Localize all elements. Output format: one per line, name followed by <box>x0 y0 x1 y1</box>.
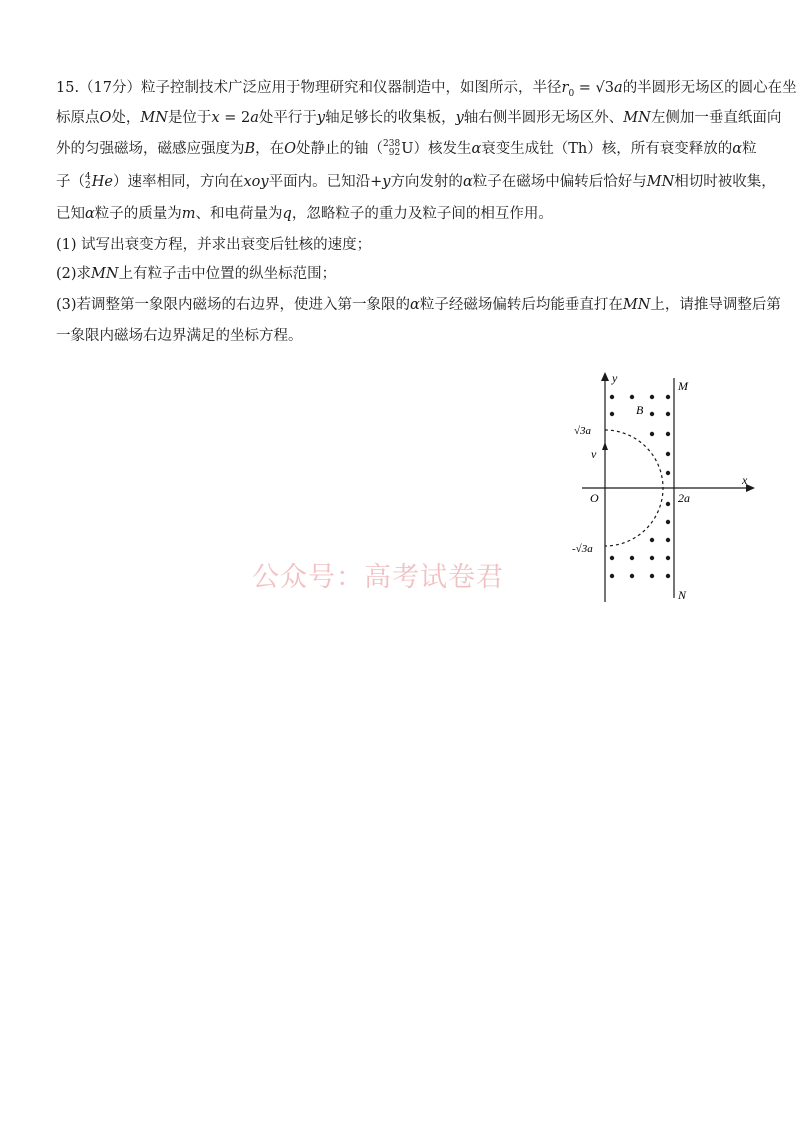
element-symbol: U <box>401 141 414 157</box>
alpha-symbol: α <box>471 141 482 157</box>
radius-subscript: 0 <box>568 88 575 99</box>
text-segment: 方向发射的 <box>390 174 463 190</box>
variable-a: a <box>250 110 259 126</box>
problem-line-2 <box>56 106 781 127</box>
text-segment: 左侧加一垂直纸面向 <box>650 110 782 126</box>
text-segment: 粒子经磁场偏转后均能垂直打在 <box>419 297 623 313</box>
text-segment: 衰变生成钍（Th）核，所有衰变释放的 <box>481 141 733 157</box>
variable-a: a <box>614 80 623 96</box>
alpha-symbol: α <box>85 206 95 222</box>
velocity-arrow-icon <box>602 442 608 450</box>
text-segment: = √3 <box>574 80 615 96</box>
variable-MN: MN <box>622 297 651 313</box>
variable-MN: MN <box>623 110 651 126</box>
question-1-text: (1) 试写出衰变方程，并求出衰变后钍核的速度； <box>56 237 372 253</box>
atomic-number: 2 <box>85 181 91 191</box>
y-axis-arrow-icon <box>601 372 609 381</box>
magnetic-field-diagram <box>570 370 760 610</box>
label-v: v <box>591 447 597 461</box>
label-origin-O: O <box>590 491 599 505</box>
variable-MN: MN <box>91 266 119 282</box>
alpha-symbol: α <box>462 174 473 190</box>
mass-number: 4 <box>85 172 91 182</box>
text-segment: ）核发生 <box>413 141 472 157</box>
text-segment: 上有粒子击中位置的纵坐标范围； <box>118 266 337 282</box>
text-segment: 是位于 <box>167 110 212 126</box>
text-segment: ，在 <box>255 141 285 157</box>
problem-line-3 <box>56 137 757 158</box>
text-segment: 、和电荷量为 <box>195 206 283 222</box>
text-segment: 处静止的铀（ <box>296 141 384 157</box>
text-segment: 子（ <box>56 174 85 190</box>
alpha-symbol: α <box>410 297 420 313</box>
text-segment: ，忽略粒子的重力及粒子间的相互作用。 <box>291 206 553 222</box>
text-segment: 轴足够长的收集板， <box>325 110 456 126</box>
watermark: 公众号：高考试卷君 <box>252 562 504 593</box>
text-segment: (3)若调整第一象限内磁场的右边界，使进入第一象限的 <box>56 297 411 313</box>
atomic-number: 92 <box>388 148 401 158</box>
text-segment: 的半圆形无场区的圆心在坐 <box>622 80 797 96</box>
variable-xoy: xoy <box>243 174 269 190</box>
problem-line-1 <box>56 76 797 99</box>
text-segment: 15.（17分）粒子控制技术广泛应用于物理研究和仪器制造中，如图所示，半径 <box>56 80 562 96</box>
text-segment: 粒 <box>742 141 757 157</box>
isotope-numbers-helium <box>85 173 91 191</box>
label-2a: 2a <box>678 491 690 505</box>
x-axis-arrow-icon <box>746 484 755 492</box>
text-segment: 上，请推导调整后第 <box>650 297 781 313</box>
text-segment: 处， <box>111 110 141 126</box>
variable-O: O <box>284 141 297 157</box>
text-segment: ）速率相同，方向在 <box>112 174 244 190</box>
alpha-symbol: α <box>732 141 743 157</box>
text-segment: 平面内。已知沿+ <box>268 174 383 190</box>
question-3 <box>56 293 781 314</box>
text-segment: 已知 <box>56 206 85 222</box>
problem-line-4 <box>56 170 776 191</box>
question-2 <box>56 262 336 283</box>
text-segment: 轴右侧半圆形无场区外、 <box>463 110 624 126</box>
variable-B: B <box>244 141 256 157</box>
text-segment: 处平行于 <box>258 110 317 126</box>
isotope-numbers-uranium <box>383 140 400 158</box>
variable-MN: MN <box>140 110 168 126</box>
text-segment: (2)求 <box>56 266 92 282</box>
variable-q: q <box>282 206 292 222</box>
physics-diagram <box>570 370 760 610</box>
label-y: y <box>612 371 618 385</box>
variable-MN: MN <box>646 174 675 190</box>
label-M: M <box>678 379 688 393</box>
label-x: x <box>742 473 748 487</box>
variable-y: y <box>455 110 464 126</box>
label-sqrt3a-top: √3a <box>574 425 592 437</box>
question-3-line-2 <box>56 324 303 345</box>
variable-O: O <box>99 110 112 126</box>
element-symbol: He <box>91 174 113 190</box>
text-segment: 粒子的质量为 <box>94 206 182 222</box>
text-segment: 粒子在磁场中偏转后恰好与 <box>472 174 647 190</box>
text-segment: 相切时被收集， <box>674 174 776 190</box>
radius-symbol: r <box>561 80 569 96</box>
variable-x: x <box>211 110 220 126</box>
variable-y: y <box>382 174 391 190</box>
mass-number: 238 <box>383 139 401 149</box>
question-1 <box>56 233 371 254</box>
magnetic-field-dots <box>610 395 670 578</box>
text-segment: 外的匀强磁场，磁感应强度为 <box>56 141 245 157</box>
text-segment: 一象限内磁场右边界满足的坐标方程。 <box>56 328 303 344</box>
variable-m: m <box>181 206 196 222</box>
label-sqrt3a-bottom: -√3a <box>572 543 593 555</box>
label-N: N <box>678 588 687 602</box>
variable-y: y <box>316 110 326 126</box>
text-segment: = 2 <box>219 110 251 126</box>
text-segment: 标原点 <box>56 110 100 126</box>
problem-line-5 <box>56 202 553 223</box>
label-B: B <box>636 403 644 417</box>
